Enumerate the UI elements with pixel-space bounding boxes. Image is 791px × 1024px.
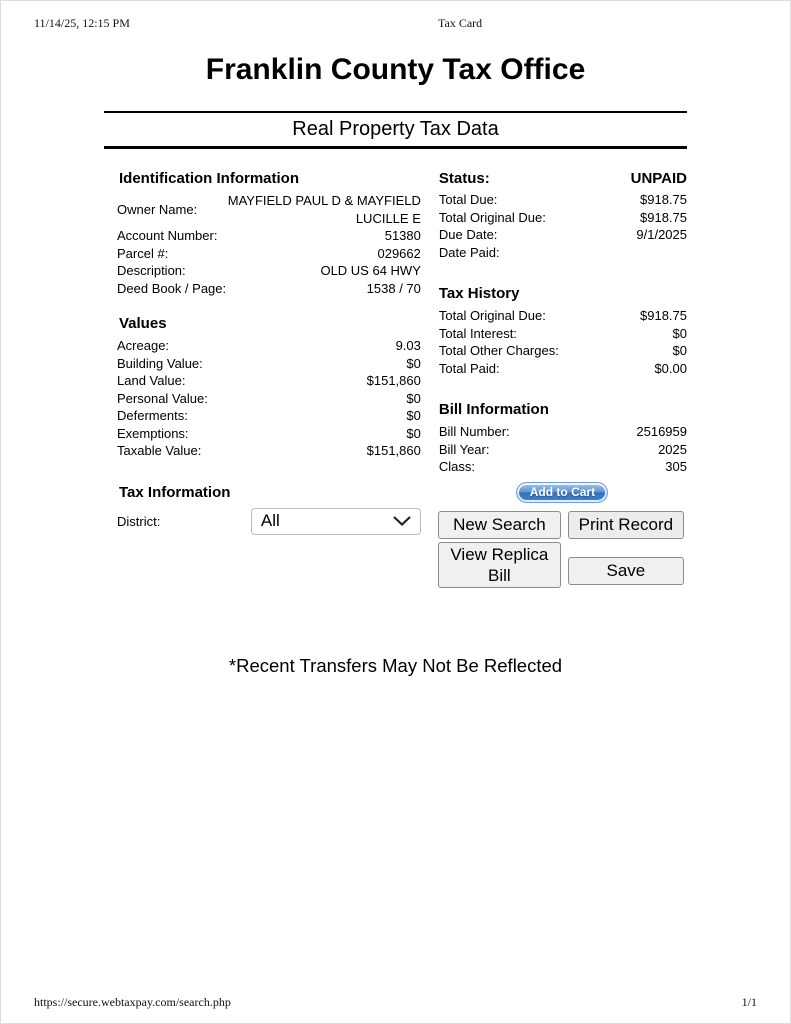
row-land-value	[104, 372, 421, 390]
row-total-interest	[438, 325, 687, 343]
field-value: $0	[406, 425, 421, 441]
print-footer-page-indicator: 1/1	[741, 995, 757, 1009]
row-date-paid	[438, 244, 687, 262]
subtitle: Real Property Tax Data	[292, 118, 499, 140]
field-label: Deferments:	[117, 408, 188, 423]
status-badge: UNPAID	[630, 170, 687, 187]
print-record-button[interactable]: Print Record	[568, 511, 684, 539]
row-total-due	[438, 191, 687, 209]
cart-row	[438, 482, 687, 503]
row-total-paid	[438, 360, 687, 378]
page-title: Franklin County Tax Office	[205, 53, 586, 86]
field-value: 9/1/2025	[636, 227, 687, 242]
row-total-original-due	[438, 209, 687, 227]
field-label: Account Number:	[117, 228, 218, 243]
row-building-value	[104, 355, 421, 373]
field-label: Exemptions:	[117, 425, 189, 441]
field-value: $0	[406, 390, 421, 406]
field-label: Total Original Due:	[438, 209, 546, 225]
row-personal-value	[104, 390, 421, 408]
identification-heading: Identification Information	[119, 170, 299, 187]
add-to-cart-button[interactable]: Add to Cart	[516, 482, 608, 503]
field-label: Total Other Charges:	[438, 343, 559, 358]
field-label: Building Value:	[117, 355, 203, 371]
field-label: Description:	[117, 263, 186, 278]
field-value: OLD US 64 HWY	[320, 263, 421, 278]
field-value: $0	[672, 325, 687, 341]
field-label: Owner Name:	[117, 201, 198, 217]
field-value: 305	[665, 459, 687, 474]
transfers-note: *Recent Transfers May Not Be Reflected	[228, 654, 563, 676]
field-value: 029662	[377, 245, 421, 261]
left-column	[104, 170, 421, 535]
row-exemptions	[104, 425, 421, 443]
field-label: Total Paid:	[438, 360, 500, 376]
row-history-total-original-due	[438, 307, 687, 325]
new-search-button[interactable]: New Search	[438, 511, 561, 539]
district-selected-value: All	[260, 511, 280, 530]
district-select[interactable]	[251, 508, 421, 535]
field-label: Parcel #:	[117, 245, 169, 261]
field-label: Personal Value:	[117, 390, 208, 406]
field-label: Taxable Value:	[117, 443, 202, 458]
field-value: 51380	[384, 228, 421, 243]
field-value: MAYFIELD PAUL D & MAYFIELD LUCILLE E	[227, 193, 421, 226]
button-column-right	[568, 511, 684, 588]
print-doc-title: Tax Card	[438, 16, 483, 30]
field-value: $918.75	[640, 192, 687, 207]
row-due-date	[438, 226, 687, 244]
row-total-other-charges	[438, 342, 687, 360]
field-value: $151,860	[366, 443, 421, 458]
row-deed-book-page	[104, 280, 421, 298]
content	[104, 170, 687, 588]
row-status	[438, 170, 687, 188]
row-deferments	[104, 407, 421, 425]
subtitle-band	[104, 111, 687, 149]
field-label: Due Date:	[438, 227, 498, 242]
button-column-left	[438, 511, 561, 588]
chevron-down-icon	[393, 516, 411, 526]
row-bill-number	[438, 423, 687, 441]
save-button[interactable]: Save	[568, 557, 684, 585]
field-label: Total Due:	[438, 192, 498, 207]
status-heading: Status:	[438, 170, 490, 187]
view-replica-bill-button[interactable]: View Replica Bill	[438, 542, 561, 588]
field-value: $918.75	[640, 308, 687, 323]
field-label: Bill Year:	[438, 441, 490, 457]
field-label: Class:	[438, 459, 475, 474]
row-bill-year	[438, 441, 687, 459]
row-parcel	[104, 245, 421, 263]
field-value: $0	[672, 343, 687, 358]
field-value: $151,860	[366, 373, 421, 388]
bill-information-heading: Bill Information	[438, 401, 549, 418]
row-owner-name	[104, 192, 421, 227]
row-taxable-value	[104, 442, 421, 460]
tax-history-heading: Tax History	[438, 285, 520, 302]
field-value: $918.75	[640, 209, 687, 225]
field-value: $0.00	[654, 360, 687, 376]
field-value: 1538 / 70	[366, 280, 421, 296]
field-label: Total Interest:	[438, 325, 517, 341]
tax-information-heading: Tax Information	[119, 483, 231, 501]
field-label: Date Paid:	[438, 244, 500, 260]
field-value: $0	[406, 408, 421, 423]
values-heading: Values	[119, 315, 167, 332]
district-label: District:	[117, 513, 161, 529]
field-value: 9.03	[395, 338, 421, 353]
row-class	[438, 458, 687, 476]
print-datetime: 11/14/25, 12:15 PM	[34, 16, 130, 30]
field-value: 2025	[658, 441, 687, 457]
row-district	[104, 508, 421, 535]
field-label: Total Original Due:	[438, 308, 546, 323]
print-footer-url: https://secure.webtaxpay.com/search.php	[34, 995, 231, 1009]
right-column	[438, 170, 687, 588]
field-value: $0	[406, 355, 421, 371]
field-label: Land Value:	[117, 373, 186, 388]
field-value: 2516959	[636, 424, 687, 439]
field-label: Bill Number:	[438, 424, 510, 439]
row-account-number	[104, 227, 421, 245]
field-label: Acreage:	[117, 338, 170, 353]
field-label: Deed Book / Page:	[117, 280, 227, 296]
row-acreage	[104, 337, 421, 355]
action-buttons	[438, 511, 687, 588]
row-description	[104, 262, 421, 280]
